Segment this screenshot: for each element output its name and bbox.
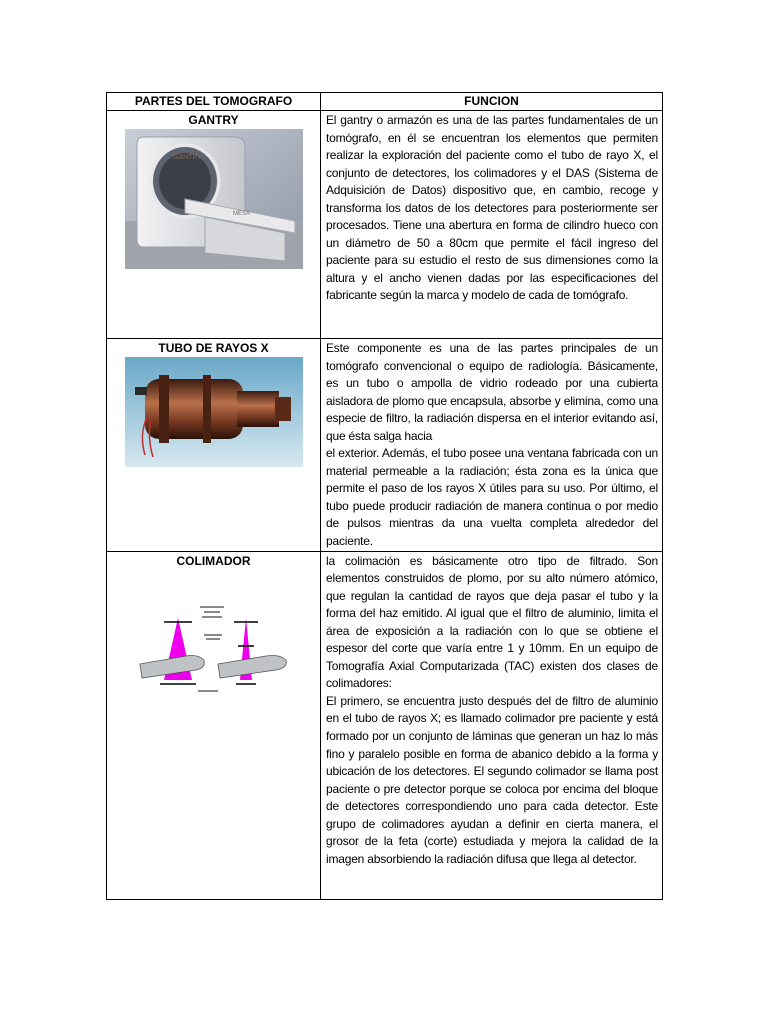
header-parts: PARTES DEL TOMOGRAFO [107, 93, 321, 111]
table-header-row [107, 93, 663, 111]
description-cell [321, 339, 663, 552]
xray-tube-image [125, 357, 303, 467]
description-paragraph: la colimación es básicamente otro tipo de filtrado. Son elementos construidos de plomo, por su alto número atómico, que regulan la cantidad de rayos que deja pasar el tubo y la forma del haz emitido. Al igual que el filtro de aluminio, limita el área de exposición a la radiación con lo que se obtiene el espesor del corte que varía entre 1 y 10mm. En un equipo de Tomografía Axial Computarizada (TAC) existen dos clases de colimadores: [326, 553, 658, 691]
description-paragraph: el exterior. Además, el tubo posee una ventana fabricada con un material permeable a la radiación; ésta zona es la única que permite el paso de los rayos X útiles para su uso. Por último, el tubo puede producir radiación de manera continua o por medio de pulsos mientras da una vuelta completa alrededor del paciente. [326, 446, 658, 549]
part-title: COLIMADOR [176, 553, 251, 568]
description-paragraph: El gantry o armazón es una de las partes fundamentales de un tomógrafo, en él se encuentran los elementos que permiten realizar la exploración del paciente como el tubo de rayo X, el conjunto de detectores, los colimadores y el DAS (Sistema de Adquisición de Datos) dispositivo que, en cambio, recoge y transforma los datos de los detectores para posteriormente ser procesados. Tiene una abertura en forma de cilindro hueco con un diámetro de 50 a 80cm que permite el fácil ingreso del paciente para su estudio el resto de sus dimensiones como la altura y el ancho vienen dadas por las especificaciones del fabricante según la marca y modelo de cada de tomógrafo. [326, 113, 658, 303]
description-paragraph: Este componente es una de las partes principales de un tomógrafo convencional o equipo de radiología. Básicamente, es un tubo o ampolla de vidrio rodeado por una cubierta aisladora de plomo que encapsula, absorbe y elimina, como una especie de filtro, la radiación dispersa en el interior evitando así, que ésta salga hacia [326, 341, 658, 443]
table-row [107, 551, 663, 899]
gantry-image [125, 129, 303, 269]
table-row [107, 339, 663, 552]
collimator-image [134, 600, 294, 710]
ct-scanner-illustration [125, 129, 303, 269]
part-title: GANTRY [188, 113, 239, 127]
parts-table [106, 92, 663, 900]
collimator-diagram [134, 600, 294, 710]
part-cell [107, 111, 321, 339]
description-cell [321, 551, 663, 899]
table-row [107, 111, 663, 339]
part-description [321, 552, 662, 869]
description-paragraph: El primero, se encuentra justo después del de filtro de aluminio en el tubo de rayos X; es llamado colimador pre paciente y está formado por un conjunto de láminas que generan un haz lo más fino y paralelo posible en forma de abanico debido a la forma y ubicación de los detectores. El segundo colimador se llama post paciente o pre detector porque se coloca por encima del bloque de detectores correspondiendo uno para cada detector. Este grupo de colimadores ayudan a definir en cierta manera, el grosor de la feta (corte) estudiada y mejora la calidad de la imagen absorbiendo la radiación difusa que llega al detector. [326, 693, 658, 866]
part-description [321, 111, 662, 305]
header-function: FUNCION [321, 93, 663, 111]
part-cell [107, 551, 321, 899]
xray-tube-illustration [125, 357, 303, 467]
gantry-label: GANTRY [172, 154, 202, 161]
part-description [321, 339, 662, 551]
description-cell [321, 111, 663, 339]
part-cell [107, 339, 321, 552]
mesa-label: MESA [232, 211, 250, 217]
part-title: TUBO DE RAYOS X [158, 341, 269, 355]
